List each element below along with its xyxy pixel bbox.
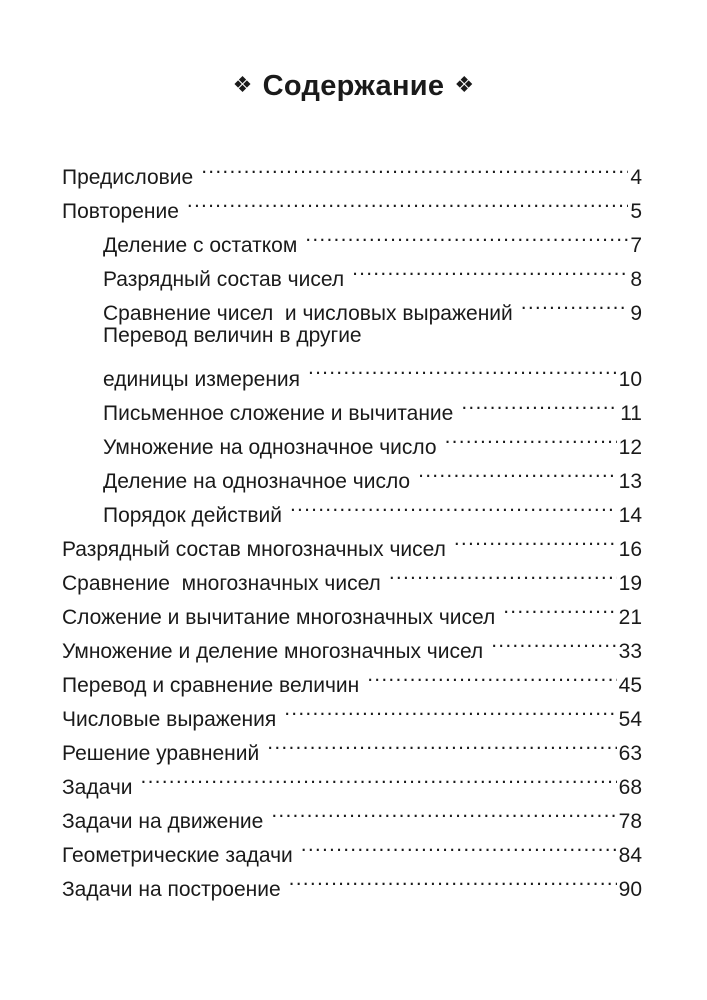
dot-leader	[306, 352, 617, 386]
toc-page-number: 84	[618, 844, 642, 867]
toc-page-number: 78	[618, 810, 642, 833]
toc-subentry[interactable]	[62, 286, 642, 325]
toc-subentry[interactable]	[62, 386, 642, 425]
toc-entry-label: Умножение и деление многозначных чисел	[62, 640, 484, 663]
toc-entry-label: Предисловие	[62, 166, 194, 189]
dot-leader	[387, 556, 617, 590]
toc-entry-label: Перевод и сравнение величин	[62, 674, 360, 697]
toc-entry[interactable]	[62, 184, 642, 223]
toc-entry-label: Деление с остатком	[103, 234, 298, 257]
toc-subentry[interactable]	[62, 252, 642, 291]
toc-entry-label: Задачи на построение	[62, 878, 281, 901]
toc-entry-label: Порядок действий	[103, 504, 282, 527]
dot-leader	[519, 286, 629, 320]
dot-leader	[282, 692, 616, 726]
toc-page-number: 68	[618, 776, 642, 799]
toc-entry-label: Деление на однозначное число	[103, 470, 411, 493]
toc-page-number: 12	[618, 436, 642, 459]
dot-leader	[501, 590, 616, 624]
toc-subentry[interactable]	[62, 218, 642, 257]
dot-leader	[350, 252, 628, 286]
toc-entry[interactable]	[62, 794, 642, 833]
toc-entry-label: Числовые выражения	[62, 708, 277, 731]
toc-page-number: 63	[618, 742, 642, 765]
dot-leader	[416, 454, 617, 488]
toc-entry[interactable]	[62, 828, 642, 867]
toc-entry-label-line2: единицы измерения	[103, 368, 301, 391]
toc-entry-label: Сравнение многозначных чисел	[62, 572, 381, 595]
dot-leader	[452, 522, 617, 556]
dot-leader	[459, 386, 618, 420]
dot-leader	[199, 150, 628, 184]
toc-page-number: 4	[630, 166, 642, 189]
toc-entry[interactable]	[62, 760, 642, 799]
toc-entry-label: Задачи	[62, 776, 133, 799]
toc-entry-label: Решение уравнений	[62, 742, 260, 765]
toc-entry[interactable]	[62, 522, 642, 561]
toc-page-number: 54	[618, 708, 642, 731]
toc-entry[interactable]	[62, 658, 642, 697]
toc-entry[interactable]	[62, 624, 642, 663]
toc-page-number: 14	[618, 504, 642, 527]
toc-entry-label: Сравнение чисел и числовых выражений	[103, 302, 513, 325]
toc-entry[interactable]	[62, 692, 642, 731]
dot-leader	[139, 760, 617, 794]
toc-page-number: 45	[618, 674, 642, 697]
toc-subentry[interactable]	[62, 420, 642, 459]
toc-page-number: 5	[630, 200, 642, 223]
diamond-ornament-icon: ❖	[232, 72, 253, 97]
toc-page-number: 90	[618, 878, 642, 901]
toc-entry-label-line1: Перевод величин в другие	[103, 324, 362, 347]
page-title	[0, 70, 707, 103]
toc-entry[interactable]	[62, 862, 642, 901]
toc-entry-label: Разрядный состав чисел	[103, 268, 345, 291]
toc-page-number: 9	[630, 302, 642, 325]
dot-leader	[443, 420, 617, 454]
toc-entry-label: Письменное сложение и вычитание	[103, 402, 454, 425]
toc-subentry[interactable]	[62, 454, 642, 493]
toc-page-number: 7	[630, 234, 642, 257]
toc-entry-label: Сложение и вычитание многозначных чисел	[62, 606, 496, 629]
toc-page-number: 19	[618, 572, 642, 595]
toc-page-number: 11	[620, 402, 642, 425]
toc-entry-label: Разрядный состав многозначных чисел	[62, 538, 446, 561]
toc-page-number: 13	[618, 470, 642, 493]
toc-entry[interactable]	[62, 556, 642, 595]
toc-subentry[interactable]	[62, 488, 642, 527]
table-of-contents	[62, 150, 642, 901]
toc-entry[interactable]	[62, 590, 642, 629]
toc-entry[interactable]	[62, 726, 642, 765]
page-title-text: Содержание	[262, 70, 445, 102]
toc-entry-label: Геометрические задачи	[62, 844, 293, 867]
toc-entry-label: Умножение на однозначное число	[103, 436, 437, 459]
dot-leader	[303, 218, 628, 252]
dot-leader	[489, 624, 616, 658]
toc-subentry[interactable]	[62, 320, 642, 391]
toc-page-number: 21	[618, 606, 642, 629]
toc-page-number: 8	[630, 268, 642, 291]
toc-entry[interactable]	[62, 150, 642, 189]
dot-leader	[365, 658, 616, 692]
toc-page-number: 33	[618, 640, 642, 663]
dot-leader	[265, 726, 616, 760]
dot-leader	[288, 488, 617, 522]
toc-page-number: 10	[618, 368, 642, 391]
dot-leader	[185, 184, 628, 218]
dot-leader	[299, 828, 617, 862]
dot-leader	[269, 794, 616, 828]
toc-entry-label: Задачи на движение	[62, 810, 264, 833]
diamond-ornament-icon: ❖	[454, 72, 475, 97]
dot-leader	[287, 862, 617, 896]
toc-entry-label: Повторение	[62, 200, 179, 223]
toc-page-number: 16	[618, 538, 642, 561]
